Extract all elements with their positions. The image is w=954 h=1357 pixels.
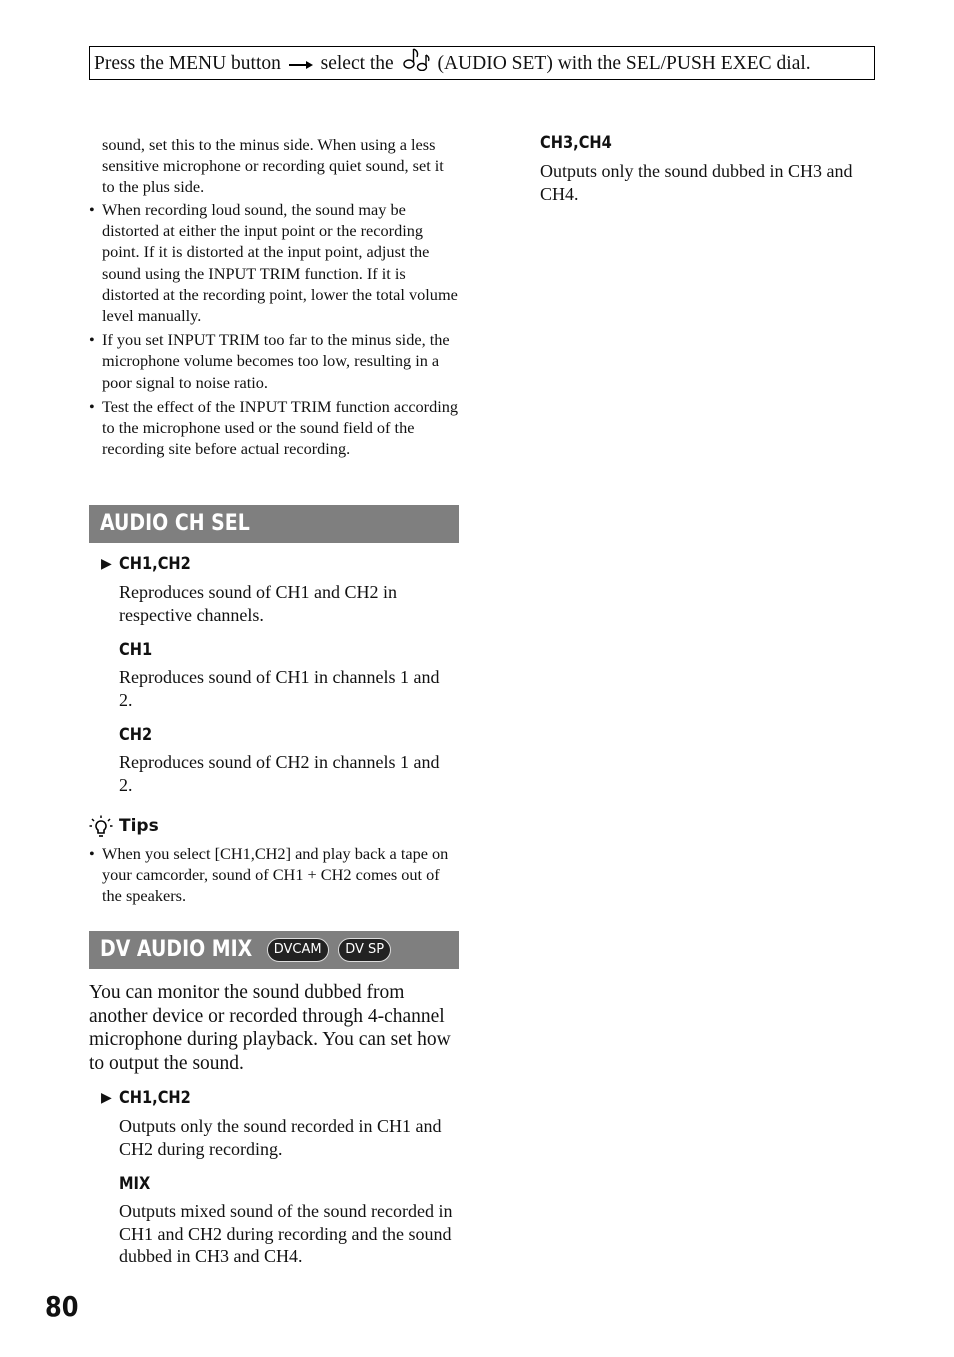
- menu-instruction-box: [89, 46, 875, 80]
- option-description: Outputs only the sound dubbed in CH3 and CH4.: [540, 161, 853, 204]
- instruction-text-1: Press the MENU button: [94, 52, 281, 74]
- option-ch2: CH2: [119, 725, 153, 745]
- option-description: Outputs mixed sound of the sound recorded in CH1 and CH2 during recording and the sound dubbed in CH3 and CH4.: [119, 1201, 453, 1266]
- page-number: 80: [45, 1290, 79, 1323]
- default-marker-icon: ▶: [101, 556, 112, 572]
- dv-sp-badge: DV SP: [338, 938, 391, 962]
- dv-audio-mix-intro: You can monitor the sound dubbed from another device or recorded through 4-channel microphone during playback. You can set how to output the sound.: [89, 982, 451, 1074]
- option-description: Reproduces sound of CH1 and CH2 in respective channels.: [119, 582, 397, 625]
- right-arrow-icon: [288, 49, 314, 81]
- dvcam-badge: DVCAM: [267, 938, 329, 962]
- notes-list: [89, 199, 459, 462]
- tips-label: Tips: [119, 816, 159, 836]
- tips-list: [89, 843, 459, 910]
- audio-set-note-icon: [401, 47, 431, 82]
- instruction-text-2: select the: [320, 52, 394, 74]
- option-description: Outputs only the sound recorded in CH1 and CH2 during recording.: [119, 1116, 442, 1159]
- instruction-text-3: (AUDIO SET) with the SEL/PUSH EXEC dial.: [437, 52, 811, 74]
- list-item: • When you select [CH1,CH2] and play back a tape on your camcorder, sound of CH1 + CH2 comes out of the speakers.: [89, 843, 459, 907]
- option-description: Reproduces sound of CH2 in channels 1 and 2.: [119, 752, 440, 795]
- option-ch1-ch2: ▶ CH1,CH2: [101, 1088, 191, 1108]
- option-ch3-ch4: CH3,CH4: [540, 133, 612, 153]
- section-header-dv-audio-mix: DV AUDIO MIX DVCAM DV SP: [89, 931, 459, 969]
- list-item: • Test the effect of the INPUT TRIM function according to the microphone used or the sound field of the recording site before actual recording.: [89, 396, 459, 460]
- default-marker-icon: ▶: [101, 1090, 112, 1106]
- list-item: • If you set INPUT TRIM too far to the minus side, the microphone volume becomes too low, resulting in a poor signal to noise ratio.: [89, 329, 459, 393]
- list-item: • When recording loud sound, the sound may be distorted at either the input point or the recording point. If it is distorted at the input point, adjust the sound using the INPUT TRIM function. If it is distorted at the recording point, lower the total volume level manually.: [89, 199, 459, 326]
- continuation-text: sound, set this to the minus side. When using a less sensitive microphone or recording quiet sound, set it to the plus side.: [102, 135, 444, 197]
- option-ch1: CH1: [119, 640, 153, 660]
- lightbulb-icon: [89, 815, 113, 839]
- option-ch1-ch2: ▶ CH1,CH2: [101, 554, 191, 574]
- section-header-audio-ch-sel: AUDIO CH SEL: [89, 505, 459, 543]
- option-description: Reproduces sound of CH1 in channels 1 and 2.: [119, 667, 440, 710]
- option-mix: MIX: [119, 1174, 151, 1194]
